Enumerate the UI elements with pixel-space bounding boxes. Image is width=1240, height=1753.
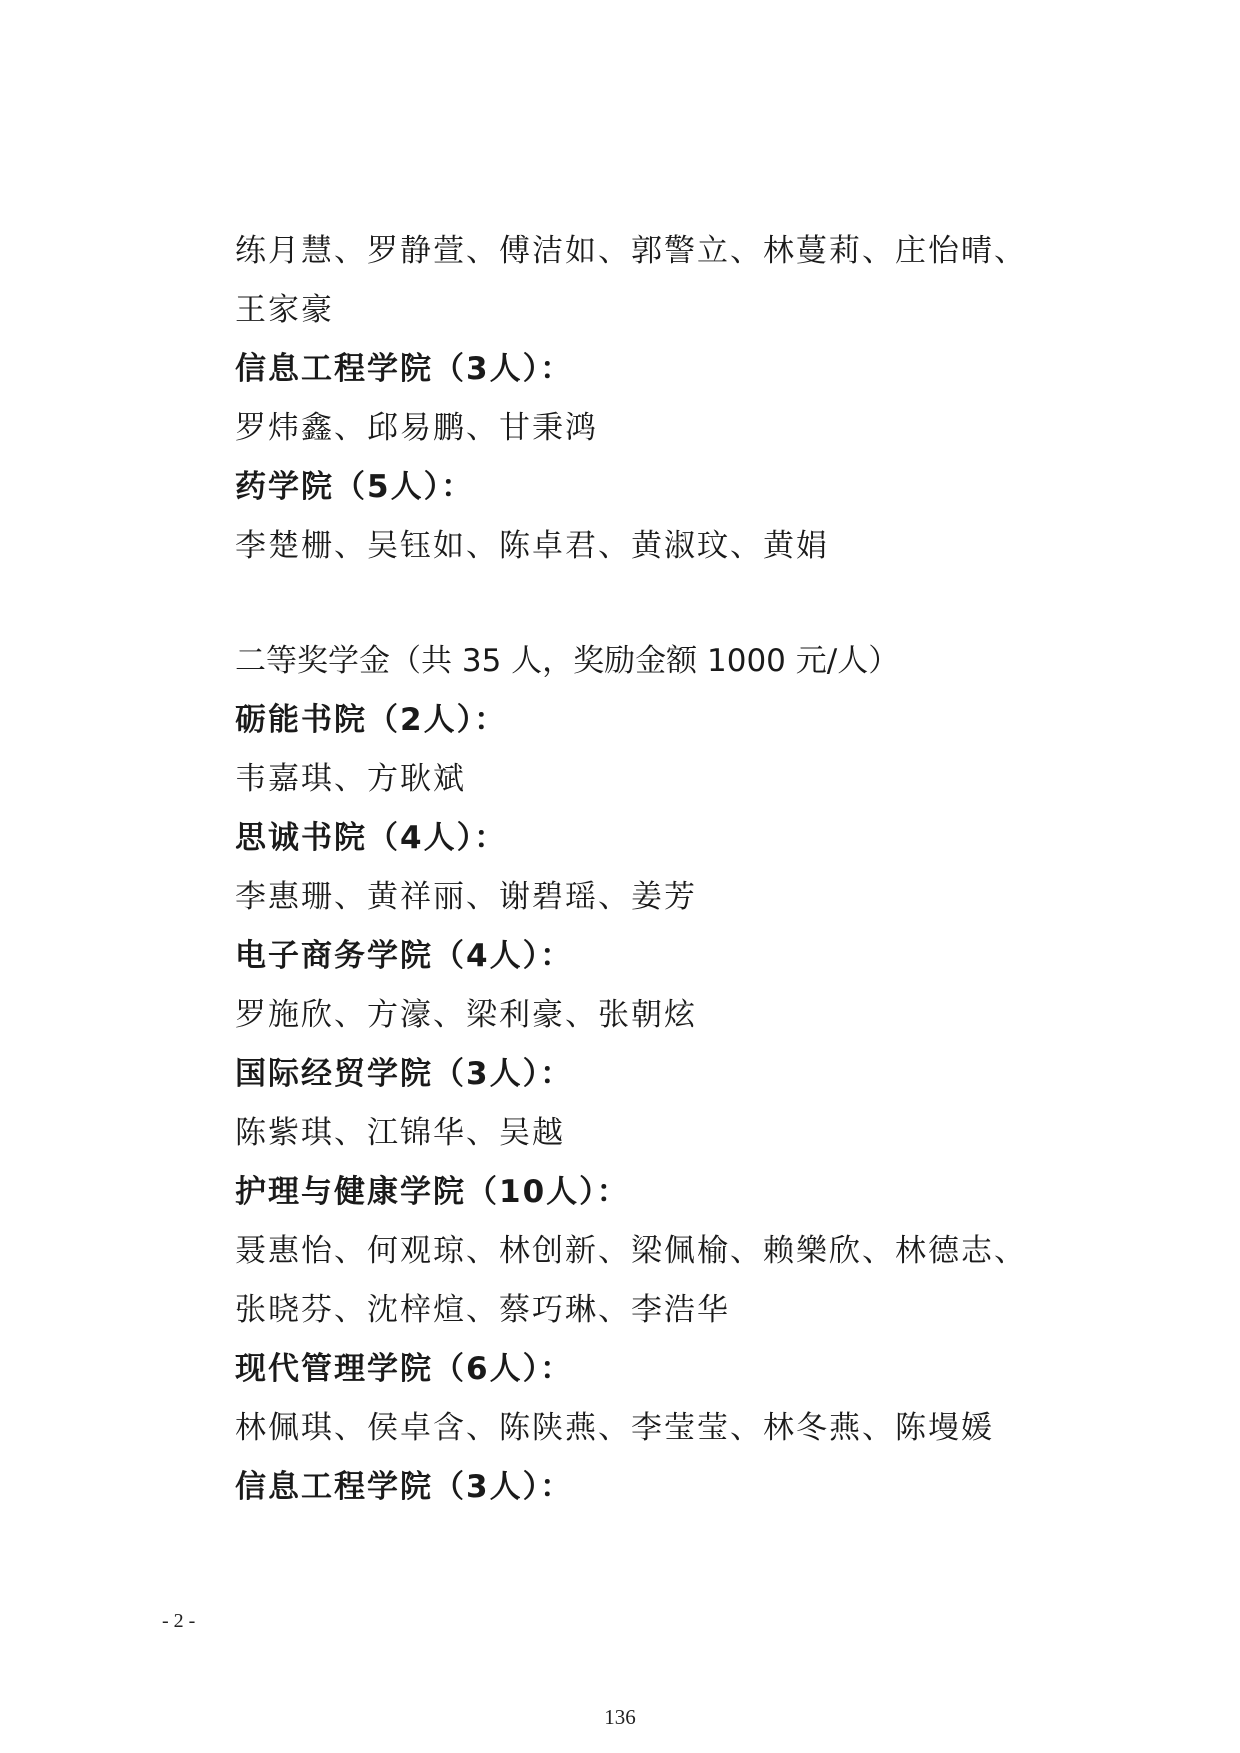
name-list-line: 李楚栅、吴钰如、陈卓君、黄淑玟、黄娟	[235, 528, 829, 564]
name-list-line: 练月慧、罗静萱、傅洁如、郭警立、林蔓莉、庄怡晴、	[235, 233, 1027, 269]
college-heading: 思诚书院（4人）：	[235, 820, 508, 856]
college-heading: 现代管理学院（6人）：	[235, 1351, 574, 1387]
page-label: - 2 -	[162, 1610, 196, 1632]
name-list-line: 王家豪	[235, 292, 334, 328]
college-heading: 信息工程学院（3人）：	[235, 1469, 574, 1505]
name-list-line: 林佩琪、侯卓含、陈陕燕、李莹莹、林冬燕、陈墁媛	[235, 1410, 994, 1446]
page-number: 136	[604, 1705, 636, 1729]
college-heading: 国际经贸学院（3人）：	[235, 1056, 574, 1092]
document-body	[235, 222, 1065, 1517]
name-list-line: 韦嘉琪、方耿斌	[235, 761, 466, 797]
name-list-line: 罗施欣、方濠、梁利豪、张朝炫	[235, 997, 697, 1033]
scholarship-section-heading: 二等奖学金（共 35 人，奖励金额 1000 元/人）	[235, 643, 900, 679]
college-heading: 砺能书院（2人）：	[235, 702, 508, 738]
college-heading: 药学院（5人）：	[235, 469, 475, 505]
college-heading: 护理与健康学院（10人）：	[235, 1174, 630, 1210]
college-heading: 电子商务学院（4人）：	[235, 938, 574, 974]
name-list-line: 聂惠怡、何观琼、林创新、梁佩榆、赖樂欣、林德志、	[235, 1233, 1027, 1269]
name-list-line: 陈紫琪、江锦华、吴越	[235, 1115, 565, 1151]
name-list-line: 李惠珊、黄祥丽、谢碧瑶、姜芳	[235, 879, 697, 915]
name-list-line: 张晓芬、沈梓煊、蔡巧琳、李浩华	[235, 1292, 730, 1328]
college-heading: 信息工程学院（3人）：	[235, 351, 574, 387]
section-spacer	[235, 576, 1065, 632]
name-list-line: 罗炜鑫、邱易鹏、甘秉鸿	[235, 410, 598, 446]
